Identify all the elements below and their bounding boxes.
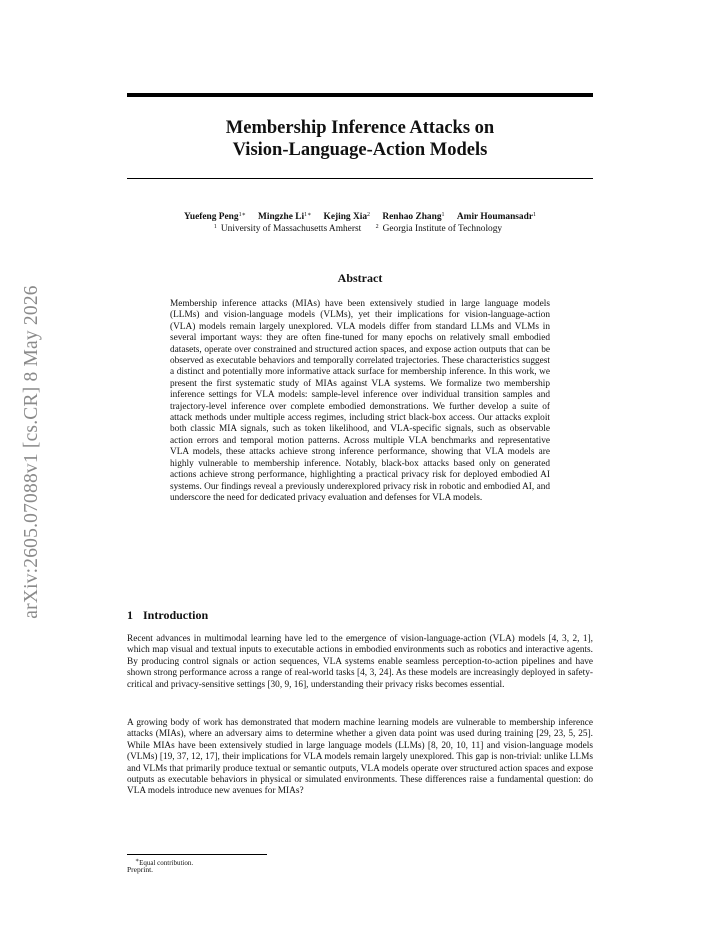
section-heading-introduction [127,608,208,623]
abstract-body: Membership inference attacks (MIAs) have been extensively studied in large language models (LLMs) and vision-language models (VLMs), yet their implications for vision-language-action (VLA) models remain largely unexplored. VLA models differ from standard LLMs and VLMs in several important ways: they are often fine-tuned for many epochs on relatively small embodied datasets, operate over constrained and structured action spaces, and expose action outputs that can be observed as executable behaviors and temporally correlated trajectories. These characteristics suggest a distinct and potentially more informative attack surface for membership inference. In this work, we present the first systematic study of MIAs against VLA systems. We formalize two membership inference settings for VLA models: sample-level inference over individual transition samples and trajectory-level inference over complete embodied demonstrations. We further develop a suite of attack methods under multiple access regimes, including strict black-box access. Our attacks exploit both classic MIA signals, such as token likelihood, and VLA-specific signals, such as observable action errors and temporal motion patterns. Across multiple VLA benchmarks and representative VLA models, these attacks achieve strong inference performance, showing that VLA models are highly vulnerable to membership inference. Notably, black-box attacks based only on generated actions achieve strong performance, highlighting a practical privacy risk for deployed embodied AI systems. Our findings reveal a previously underexplored privacy risk in robotic and embodied AI, and underscore the need for dedicated privacy evaluation and defenses for VLA models. [170,299,550,503]
affiliation-list [120,223,600,235]
author-2: Mingzhe $Li^{1∗}$ [258,212,312,222]
author-1: Yuefeng Peng$^{1∗}$ [183,212,246,222]
preprint-label: Preprint. [127,865,154,874]
author-3: Kejing Xia$^2$ [323,212,371,222]
abstract-heading: Abstract [337,271,383,285]
intro-paragraph-2: A growing body of work has demonstrated that modern machine learning models are vulnerable to membership inference attacks (MIAs), where an adversary aims to determine whether a given data point was used during training [29, 23, 5, 25]. While MIAs have been extensively studied in large language models (LLMs) [8, 20, 10, 11] and vision-language models (VLMs) [19, 37, 12, 17], their implications for VLA models remain largely unexplored. This gap is non-trivial: unlike LLMs and VLMs that primarily produce textual or semantic outputs, VLA models operate over structured action spaces and expose outputs as executable behaviors in physical or simulated environments. These differences raise a fundamental question: do VLA models introduce new avenues for MIAs? [127,718,593,797]
author-4: Renhao Zhang$^1$ [382,212,445,222]
author-list [120,211,600,223]
paper-title-line-2: Vision-Language-Action Models [232,140,488,160]
section-title: Introduction [143,608,209,622]
footnote-rule [127,854,267,855]
footnote-mark: ∗ [135,858,140,864]
paper-title-line-1: Membership Inference Attacks on [225,118,495,138]
arxiv-identifier-text: arXiv:2605.07088v1 [cs.CR] 8 May 2026 [21,285,42,619]
title-top-rule [127,93,593,97]
title-bottom-rule [127,178,593,179]
paper-title [127,117,593,161]
intro-paragraph-1: Recent advances in multimodal learning have led to the emergence of vision-language-action (VLA) models [4, 3, 2, 1], which map visual and textual inputs to executable actions in embodied environments such as robotics and interactive agents. By producing control signals or action sequences, VLA systems enable seamless perception-to-action pipelines and have shown strong performance across a range of real-world tasks [4, 3, 24]. As these models are increasingly deployed in safety-critical and privacy-sensitive settings [30, 9, 16], understanding their privacy risks becomes essential. [127,634,593,690]
affiliation-2: $^2$ Georgia Institute of Technology [375,224,503,234]
affiliation-1: $^1$ University of Massachusetts Amherst [213,224,362,234]
footnote-text: Equal contribution. [139,859,194,867]
arxiv-identifier [4,262,60,642]
section-number: 1 [127,608,133,622]
author-5: Amir Houmansadr$^1$ [456,212,536,222]
author-block [120,211,600,235]
